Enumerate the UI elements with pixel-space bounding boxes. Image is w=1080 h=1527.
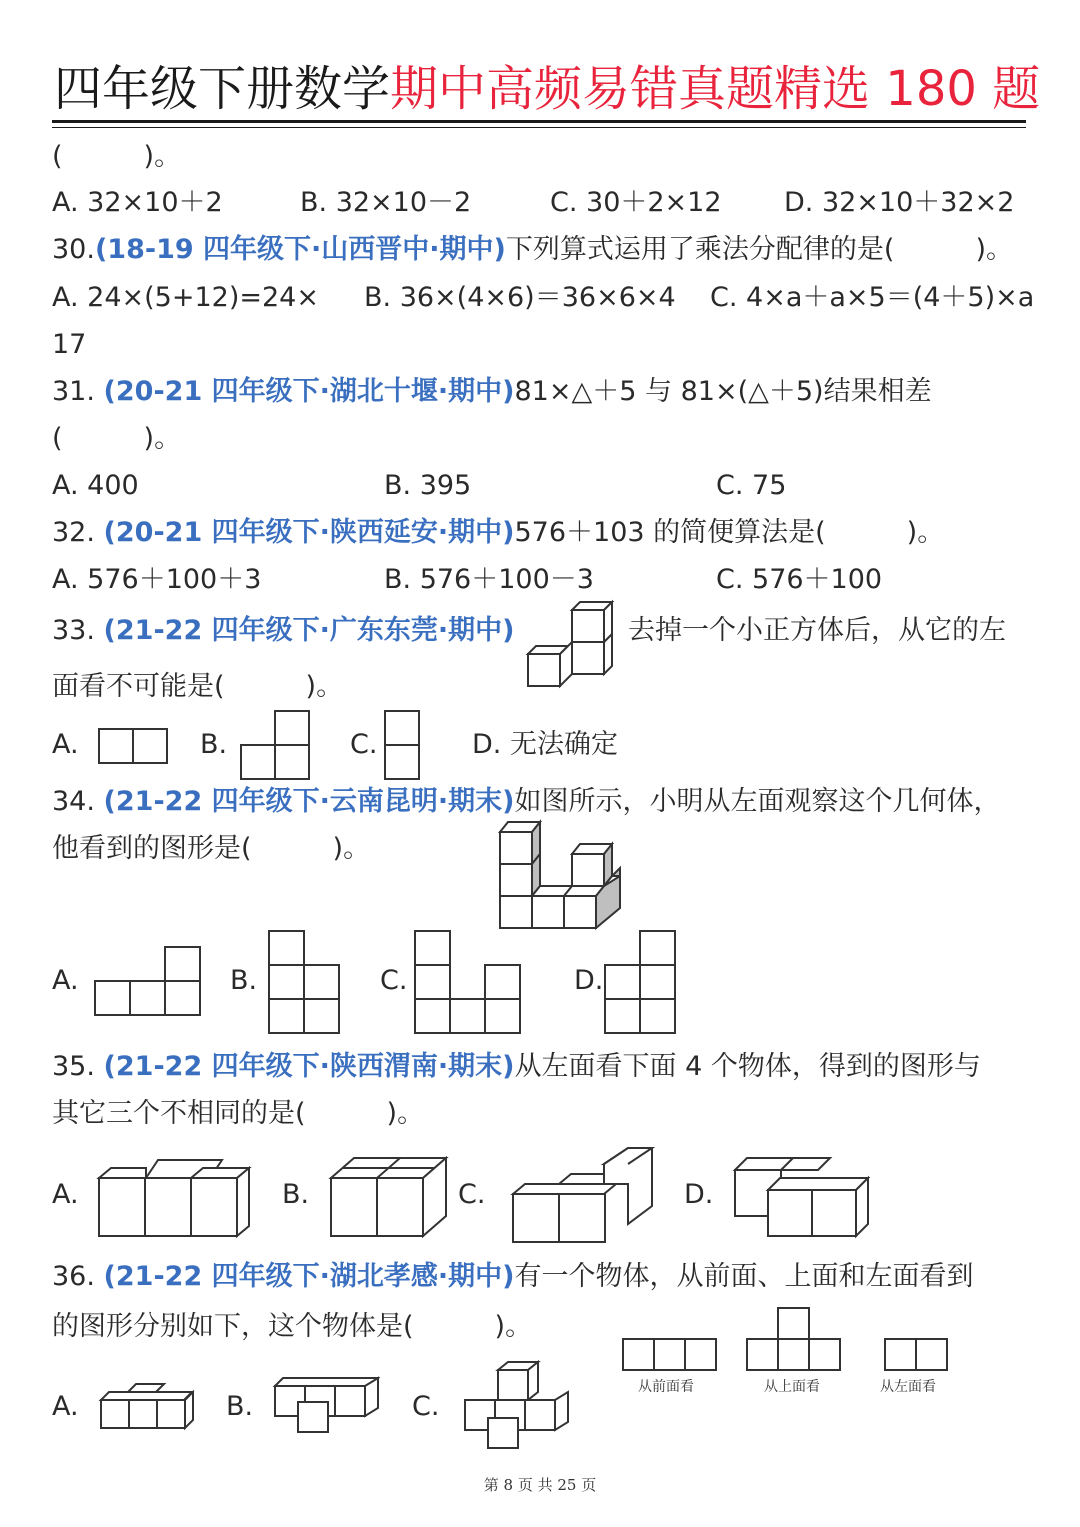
q29-option-a: A. 32×10＋2 — [52, 187, 223, 218]
q34-solid-figure — [498, 818, 626, 934]
q36-front-view-figure — [620, 1336, 720, 1376]
q36-stem — [52, 1260, 974, 1294]
q33-option-b-figure — [238, 708, 314, 782]
q34-option-d-figure — [602, 928, 678, 1036]
q36-option-c-figure — [462, 1358, 574, 1454]
title-underline-thin — [52, 127, 1026, 128]
q31-stem-tail: ( )。 — [52, 423, 182, 454]
q36-left-view-caption: 从左面看 — [880, 1379, 936, 1395]
q35-stem — [52, 1050, 981, 1084]
q30-stem — [52, 233, 1013, 267]
q35-source: (21-22 四年级下·陕西渭南·期末) — [103, 1051, 515, 1082]
q31-option-b: B. 395 — [384, 470, 472, 501]
q33-stem-tail: 面看不可能是( )。 — [52, 671, 344, 702]
q34-option-a: A. — [52, 965, 79, 996]
q30-option-c: C. 4×a＋a×5＝(4＋5)×a — [710, 282, 1035, 313]
q36-left-view-figure — [882, 1336, 952, 1376]
q35-option-c-figure — [510, 1146, 660, 1246]
q35-option-d-figure — [732, 1152, 876, 1242]
q33-option-d: D. 无法确定 — [472, 729, 618, 760]
q33-number: 33. — [52, 615, 95, 646]
q33-option-a-figure — [96, 726, 172, 766]
q34-option-b-figure — [266, 928, 342, 1036]
q35-option-b: B. — [282, 1179, 310, 1210]
q32-stem — [52, 516, 944, 550]
q36-stem-tail: 的图形分别如下，这个物体是( )。 — [52, 1311, 533, 1342]
q34-number: 34. — [52, 786, 95, 817]
q30-option-a: A. 24×(5+12)=24× — [52, 282, 319, 313]
q31-option-a: A. 400 — [52, 470, 139, 501]
q31-stem — [52, 375, 932, 409]
q35-option-c: C. — [458, 1179, 486, 1210]
q34-stem-tail: 他看到的图形是( )。 — [52, 833, 371, 864]
q32-source: (20-21 四年级下·陕西延安·期中) — [103, 517, 515, 548]
q30-overflow-text: 17 — [52, 329, 87, 360]
page-footer: 第 8 页 共 25 页 — [483, 1476, 597, 1494]
q36-option-a: A. — [52, 1391, 79, 1422]
title-underline-thick — [52, 120, 1026, 123]
q29-option-b: B. 32×10－2 — [300, 187, 472, 218]
q36-option-b: B. — [226, 1391, 254, 1422]
q30-source: (18-19 四年级下·山西晋中·期中) — [94, 234, 506, 265]
q30-number: 30. — [52, 234, 95, 265]
q34-option-c: C. — [380, 965, 408, 996]
q33-number-source — [52, 614, 515, 648]
title-red-part: 期中高频易错真题精选 180 题 — [390, 61, 1041, 117]
title-black-part: 四年级下册数学 — [54, 61, 391, 117]
q32-option-b: B. 576＋100－3 — [384, 564, 594, 595]
q29-option-d: D. 32×10＋32×2 — [784, 187, 1015, 218]
q33-option-c: C. — [350, 729, 378, 760]
q32-text: 576＋103 的简便算法是( )。 — [514, 517, 945, 548]
q31-number: 31. — [52, 376, 95, 407]
q34-stem — [52, 785, 1001, 819]
q36-number: 36. — [52, 1261, 95, 1292]
q34-text: 如图所示，小明从左面观察这个几何体， — [514, 786, 1001, 817]
q34-option-b: B. — [230, 965, 258, 996]
q36-option-c: C. — [412, 1391, 440, 1422]
q31-source: (20-21 四年级下·湖北十堰·期中) — [103, 376, 515, 407]
q35-stem-tail: 其它三个不相同的是( )。 — [52, 1098, 425, 1129]
q31-option-c: C. 75 — [716, 470, 787, 501]
q36-top-view-caption: 从上面看 — [764, 1379, 820, 1395]
q29-stem-tail: ( )。 — [52, 141, 182, 172]
q35-option-a: A. — [52, 1179, 79, 1210]
q36-option-a-figure — [98, 1378, 198, 1434]
q33-source: (21-22 四年级下·广东东莞·期中) — [103, 615, 515, 646]
q29-option-c: C. 30＋2×12 — [550, 187, 722, 218]
q35-option-d: D. — [684, 1179, 714, 1210]
q33-option-c-figure — [382, 708, 424, 782]
q36-source: (21-22 四年级下·湖北孝感·期中) — [103, 1261, 515, 1292]
q35-text: 从左面看下面 4 个物体，得到的图形与 — [514, 1051, 981, 1082]
q30-text: 下列算式运用了乘法分配律的是( )。 — [505, 234, 1013, 265]
q33-option-b: B. — [200, 729, 228, 760]
q35-number: 35. — [52, 1051, 95, 1082]
q33-option-a: A. — [52, 729, 79, 760]
q36-text: 有一个物体，从前面、上面和左面看到 — [514, 1261, 974, 1292]
q33-text: 去掉一个小正方体后，从它的左 — [628, 615, 1006, 646]
q36-top-view-figure — [744, 1305, 844, 1375]
q34-source: (21-22 四年级下·云南昆明·期末) — [103, 786, 515, 817]
q34-option-c-figure — [412, 928, 524, 1036]
q35-option-a-figure — [96, 1154, 256, 1242]
q35-option-b-figure — [328, 1154, 460, 1242]
q34-option-d: D. — [574, 965, 604, 996]
q32-option-c: C. 576＋100 — [716, 564, 883, 595]
q32-number: 32. — [52, 517, 95, 548]
q30-option-b: B. 36×(4×6)＝36×6×4 — [364, 282, 676, 313]
q31-text: 81×△＋5 与 81×(△＋5)结果相差 — [514, 376, 932, 407]
q36-option-b-figure — [272, 1374, 384, 1438]
q33-cube-figure — [524, 598, 620, 690]
page-title — [54, 58, 1040, 120]
q36-front-view-caption: 从前面看 — [638, 1379, 694, 1395]
q34-option-a-figure — [92, 944, 204, 1018]
q32-option-a: A. 576＋100＋3 — [52, 564, 262, 595]
